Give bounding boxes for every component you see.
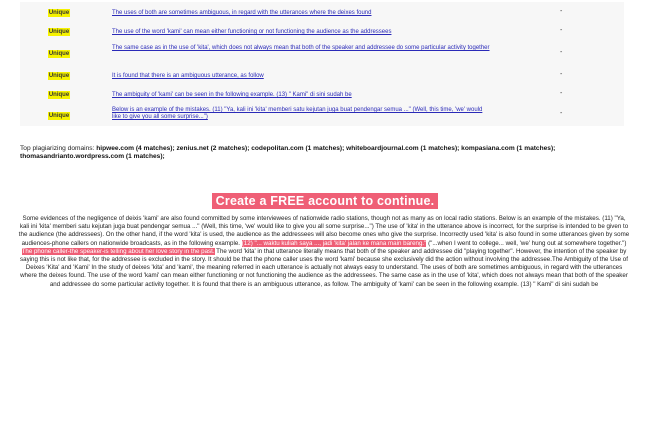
match-link[interactable]: The use of the word 'kami' can mean either functioning or not functioning the audience as the addressees: [112, 29, 392, 35]
unique-badge: Unique: [48, 113, 70, 119]
row-dash: -: [560, 71, 563, 78]
row-dash: -: [560, 49, 563, 56]
result-row: [20, 104, 624, 122]
domains-label: Top plagiarizing domains:: [20, 145, 95, 152]
match-link[interactable]: The uses of both are sometimes ambiguous, in regard with the utterances where the deixes found: [112, 10, 372, 16]
highlighted-match: (12) "... waktu kuliah saya ..., jadi 'kita' jalan ke mana main bareng.": [241, 239, 427, 247]
unique-badge: Unique: [48, 51, 70, 57]
result-row: [20, 43, 624, 61]
row-dash: -: [560, 8, 563, 15]
create-account-button[interactable]: Create a FREE account to continue.: [212, 193, 439, 209]
match-link[interactable]: The same case as in the use of 'kita', which does not always mean that both of the speaker and addressee do some particular activity together: [112, 45, 490, 51]
result-row: [20, 68, 624, 86]
unique-badge: Unique: [48, 29, 70, 35]
highlighted-match: The phone caller-the speaker-is telling about her love story in the past.: [21, 247, 215, 255]
row-dash: -: [560, 90, 563, 97]
match-link[interactable]: The ambiguity of 'kami' can be seen in the following example. (13) " Kami" di sini sudah be: [112, 92, 352, 98]
result-row: [20, 87, 624, 105]
body-paragraph: Some evidences of the negligence of deixis 'kami' are also found committed by some interviewees of nationwide radio stations, though not as many as on local radio stations. Below is an example of the mistakes. (11) "Ya, kali ini 'kita' memberi satu kejutan juga buat pendengar semua ..." (Well, this time, 'we' would like to give you all some surprise...") The use of 'kita' in the utterance above is incorrect, for the surprise is intended to be given to the audience (the addressees). On the other hand, if the word 'kita' is used, the audience as the addressees will also become ones who give the surprise. Incorrectly used 'kita' is also found in some utterances given by some audiences-phone callers on nationwide broadcasts, as in the following example.: [18, 215, 630, 247]
match-results-table: [20, 2, 624, 126]
domains-list: hipwee.com (4 matches); zenius.net (2 matches); codepolitan.com (1 matches); whiteboardjournal.com (1 matches); kompasiana.com (1 matches); thomasandrianto.wordpress.com (1 matches);: [20, 145, 556, 160]
document-text: [18, 215, 630, 289]
unique-badge: Unique: [48, 92, 70, 98]
unique-badge: Unique: [48, 73, 70, 79]
body-paragraph: ("...when I went to college... well, 'we' hung out at somewhere together."): [428, 239, 627, 247]
cta-container: [0, 192, 650, 210]
match-link[interactable]: Below is an example of the mistakes. (11) "Ya, kali ini 'kita' memberi satu kejutan juga buat pendengar semua ..." (Well, this time, 'we' would like to give you all some surprise..."): [112, 107, 483, 120]
result-row: [20, 24, 624, 42]
row-dash: -: [560, 110, 563, 117]
top-plagiarizing-domains: [20, 145, 632, 161]
unique-badge: Unique: [48, 10, 70, 16]
match-link[interactable]: It is found that there is an ambiguous utterance, as follow: [112, 73, 264, 79]
row-dash: -: [560, 27, 563, 34]
body-paragraph: The word 'kita' in that utterance literally means that both of the speaker and addressee did "playing together". However, the intention of the speaker by saying this is not like that, for the addressee is excluded in the story. It should be that the phone caller uses the word 'kami' because she exclusively did the action without involving the addressee.The Ambiguity of the Use of Deixes 'Kita' and 'Kami' In the study of deixes 'kita' and 'kami', the meaning referred in each utterance is actually not always easy to understand. The uses of both are sometimes ambiguous, in regard with the utterances where the deixes found. The use of the word 'kami' can mean either functioning or not functioning the audience as the addressees. The same case as in the use of 'kita', which does not always mean that both of the speaker and addressee do some particular activity together. It is found that there is an ambiguous utterance, as follow. The ambiguity of 'kami' can be seen in the following example. (13) " Kami" di sini sudah be: [20, 247, 628, 288]
result-row: [20, 5, 624, 23]
